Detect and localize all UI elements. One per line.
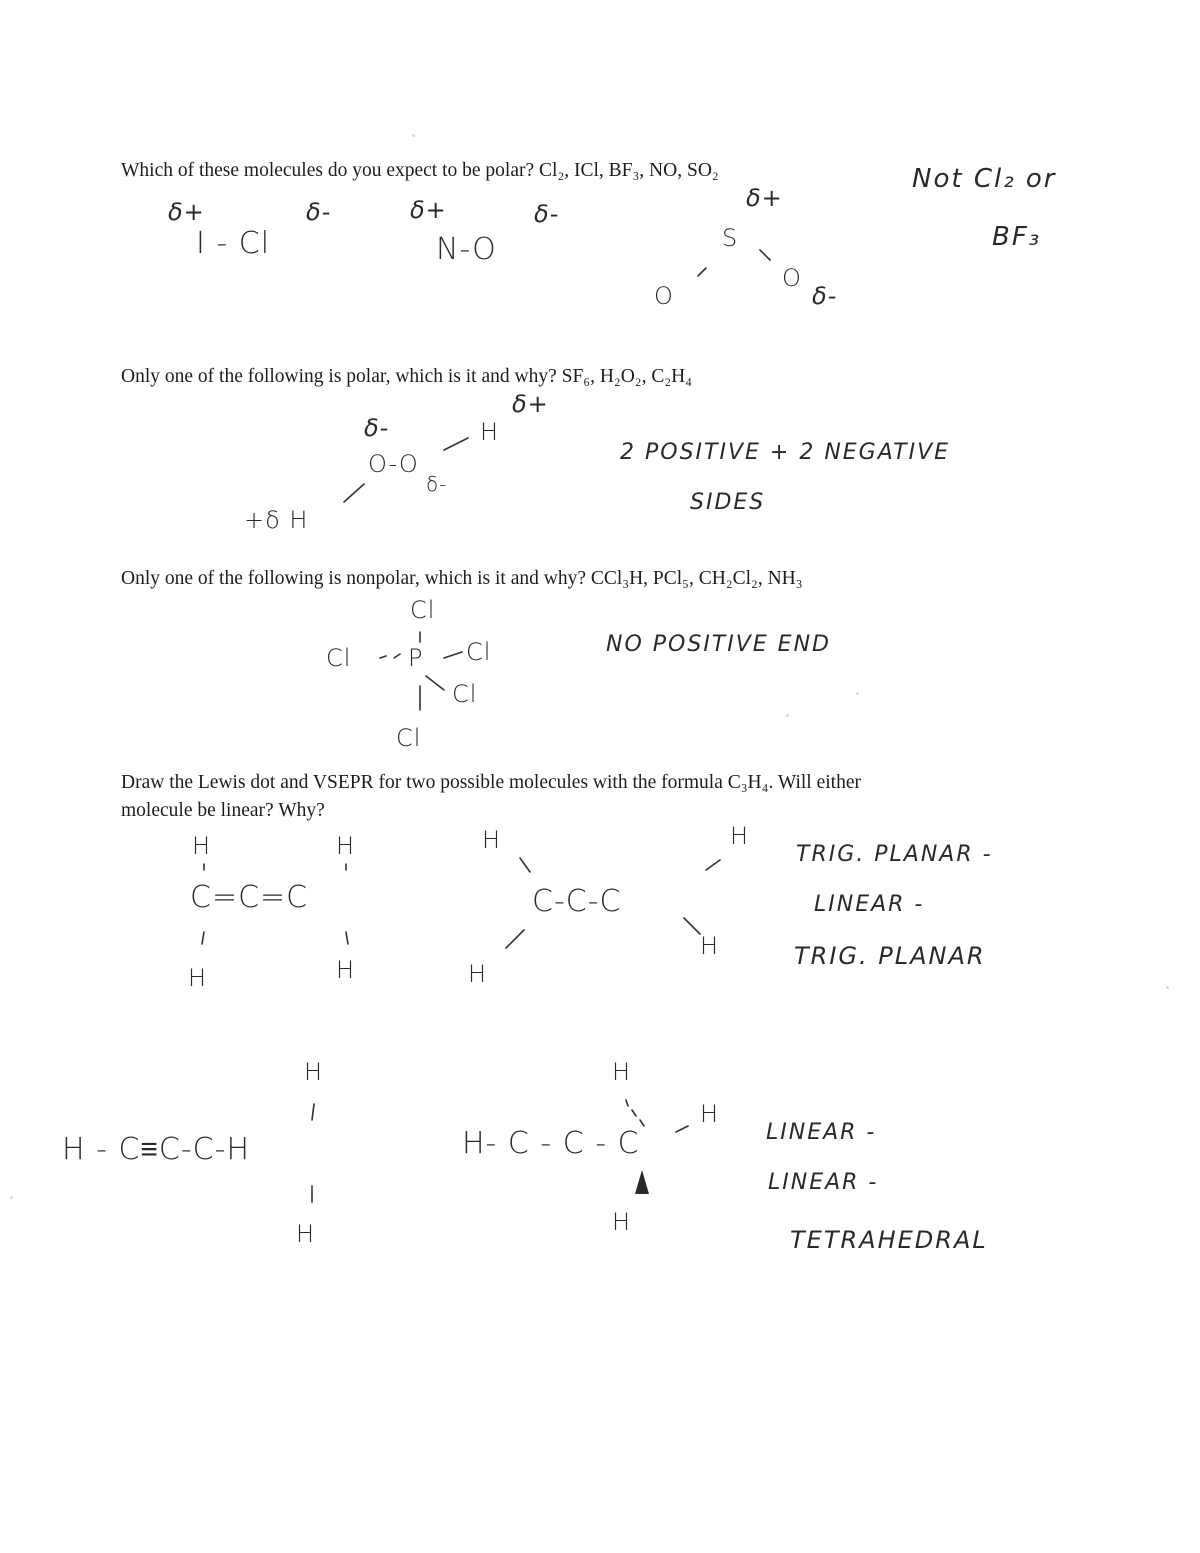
propyne-vsepr-h-top: H — [612, 1058, 632, 1086]
so2-delta-plus: δ+ — [746, 184, 783, 212]
allene-h-top-left: H — [192, 832, 212, 860]
no-delta-plus: δ+ — [410, 196, 447, 224]
scan-speck — [856, 692, 859, 695]
q2-note-line1: 2 POSITIVE + 2 NEGATIVE — [620, 440, 951, 465]
allene-h-bottom-right: H — [336, 956, 356, 984]
so2-structure — [648, 184, 878, 324]
q1-note-line1: Not Cl₂ or — [912, 164, 1057, 194]
allene-vsepr-h-bottom-left: H — [468, 960, 488, 988]
h2o2-o-o: O-O — [368, 450, 419, 478]
pcl5-cl-wedge: Cl — [452, 680, 478, 708]
h2o2-delta-minus-bottom: δ- — [426, 472, 448, 496]
allene-chain: C=C=C — [190, 880, 309, 915]
q4-note2-line2: LINEAR - — [768, 1170, 879, 1195]
allene-lewis-structure — [186, 832, 386, 1002]
pcl5-cl-top: Cl — [410, 596, 436, 624]
scan-speck — [1166, 986, 1169, 989]
so2-sulfur: S — [722, 224, 739, 252]
icl-delta-plus: δ+ — [168, 198, 205, 226]
q4-note1-line3: TRIG. PLANAR — [794, 942, 986, 970]
h2o2-h-bottom: +δ H — [244, 506, 309, 534]
h2o2-structure — [244, 388, 549, 548]
so2-oxygen-right: O — [782, 264, 802, 292]
no-formula: N-O — [436, 232, 497, 267]
q4-note1-line2: LINEAR - — [814, 892, 925, 917]
allene-h-bottom-left: H — [188, 964, 208, 992]
h2o2-delta-minus-top: δ- — [364, 414, 390, 442]
q3-note: NO POSITIVE END — [606, 632, 831, 657]
so2-delta-minus: δ- — [812, 282, 838, 310]
scan-speck — [412, 134, 415, 137]
question-1: Which of these molecules do you expect to be polar? Cl₂, ICl, BF₃, NO, SO₂ — [121, 160, 719, 181]
propyne-chain: H - C≡C-C-H — [62, 1132, 251, 1167]
icl-formula: I - Cl — [196, 226, 271, 261]
propyne-h-top: H — [304, 1058, 324, 1086]
propyne-vsepr-structure — [462, 1056, 752, 1256]
pcl5-cl-right: Cl — [466, 638, 492, 666]
h2o2-h-top: H — [480, 418, 500, 446]
q4-note2-line1: LINEAR - — [766, 1120, 877, 1145]
q2-note-line2: SIDES — [690, 490, 766, 515]
scan-speck — [786, 714, 789, 717]
question-2: Only one of the following is polar, which is it and why? SF₆, H₂O₂, C₂H₄ — [121, 366, 693, 387]
question-4-line2: molecule be linear? Why? — [121, 800, 325, 821]
allene-vsepr-h-top-left: H — [482, 826, 502, 854]
icl-delta-minus: δ- — [306, 198, 332, 226]
allene-vsepr-h-top-right: H — [730, 822, 750, 850]
pcl5-cl-left: Cl — [326, 644, 352, 672]
propyne-vsepr-h-right: H — [700, 1100, 720, 1128]
q1-note-line2: BF₃ — [992, 222, 1042, 252]
propyne-lewis-structure — [62, 1056, 392, 1256]
allene-lewis-bonds — [186, 832, 386, 1002]
allene-vsepr-h-bottom-right: H — [700, 932, 720, 960]
question-4-line1: Draw the Lewis dot and VSEPR for two possible molecules with the formula C₃H₄. Will either — [121, 772, 861, 793]
no-delta-minus: δ- — [534, 200, 560, 228]
so2-oxygen-left: O — [654, 282, 674, 310]
wedge-bond-icon — [632, 1170, 652, 1196]
h2o2-delta-plus-top: δ+ — [512, 390, 549, 418]
propyne-vsepr-chain: H- C - C - C — [462, 1126, 640, 1161]
pcl5-cl-bottom: Cl — [396, 724, 422, 752]
q4-note1-line1: TRIG. PLANAR - — [796, 842, 993, 867]
pcl5-phosphorus: P — [408, 644, 424, 672]
allene-vsepr-structure — [462, 818, 762, 998]
propyne-vsepr-h-bottom: H — [612, 1208, 632, 1236]
allene-h-top-right: H — [336, 832, 356, 860]
propyne-h-bottom: H — [296, 1220, 316, 1248]
allene-vsepr-chain: C-C-C — [532, 884, 622, 919]
question-3: Only one of the following is nonpolar, which is it and why? CCl₃H, PCl₅, CH₂Cl₂, NH₃ — [121, 568, 803, 589]
q4-note2-line3: TETRAHEDRAL — [790, 1226, 988, 1254]
pcl5-structure — [324, 592, 514, 762]
scan-speck — [10, 1196, 13, 1199]
